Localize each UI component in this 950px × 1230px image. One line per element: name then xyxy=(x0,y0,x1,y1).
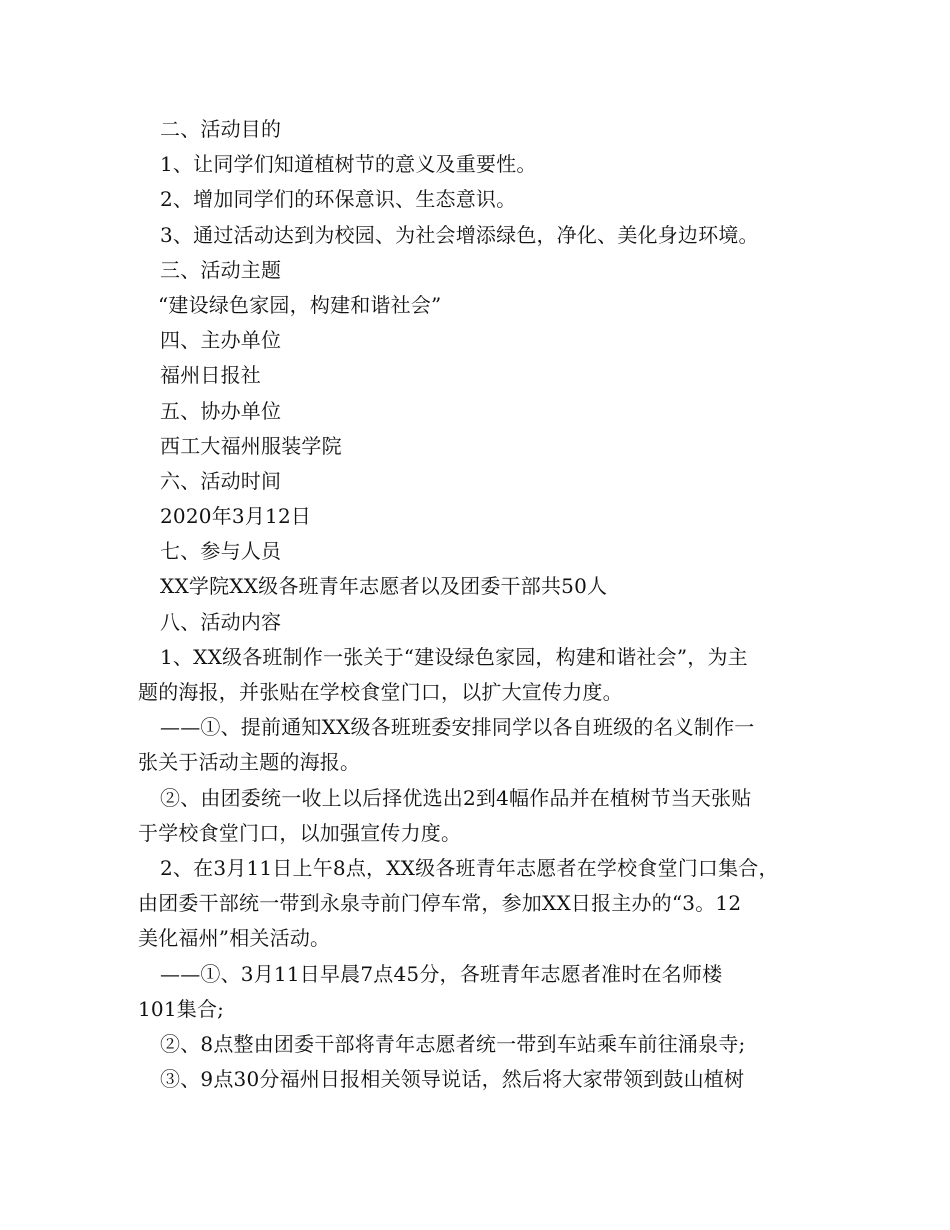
time-text: 2020年3月12日 xyxy=(160,504,312,529)
section-heading-organizer: 四、主办单位 xyxy=(160,328,282,353)
section-heading-time: 六、活动时间 xyxy=(160,468,282,493)
content-paragraph-line: ③、9点30分福州日报相关领导说话，然后将大家带领到鼓山植树 xyxy=(160,1067,745,1092)
section-heading-participants: 七、参与人员 xyxy=(160,539,282,564)
content-paragraph-line: ——①、提前通知XX级各班班委安排同学以各自班级的名义制作一 xyxy=(160,715,755,740)
co-organizer-text: 西工大福州服装学院 xyxy=(160,433,342,458)
participants-text: XX学院XX级各班青年志愿者以及团委干部共50人 xyxy=(160,574,608,599)
content-paragraph-line: 美化福州”相关活动。 xyxy=(138,926,331,951)
content-paragraph-line: 2、在3月11日上午8点，XX级各班青年志愿者在学校食堂门口集合， xyxy=(160,855,779,880)
document-body xyxy=(138,112,828,1097)
content-paragraph-line: 于学校食堂门口，以加强宣传力度。 xyxy=(138,820,462,845)
content-paragraph-line: 由团委干部统一带到永泉寺前门停车常，参加XX日报主办的“3。12 xyxy=(138,891,742,916)
section-heading-co-organizer: 五、协办单位 xyxy=(160,398,282,423)
content-paragraph-line: ②、8点整由团委干部将青年志愿者统一带到车站乘车前往涌泉寺; xyxy=(160,1031,746,1056)
content-paragraph-line: 1、XX级各班制作一张关于“建设绿色家园，构建和谐社会”，为主 xyxy=(160,644,748,669)
content-paragraph-line: 张关于活动主题的海报。 xyxy=(138,750,361,775)
content-paragraph-line: ②、由团委统一收上以后择优选出2到4幅作品并在植树节当天张贴 xyxy=(160,785,752,810)
content-paragraph-line: 题的海报，并张贴在学校食堂门口，以扩大宣传力度。 xyxy=(138,680,623,704)
purpose-item-1: 1、让同学们知道植树节的意义及重要性。 xyxy=(160,152,537,177)
section-heading-content: 八、活动内容 xyxy=(160,609,282,634)
section-heading-purpose: 二、活动目的 xyxy=(160,117,282,141)
content-paragraph-line: 101集合; xyxy=(138,996,225,1021)
section-heading-theme: 三、活动主题 xyxy=(160,257,282,282)
purpose-item-3: 3、通过活动达到为校园、为社会增添绿色，净化、美化身边环境。 xyxy=(160,222,759,247)
theme-text: “建设绿色家园，构建和谐社会” xyxy=(158,292,442,317)
purpose-item-2: 2、增加同学们的环保意识、生态意识。 xyxy=(160,187,517,212)
content-paragraph-line: ——①、3月11日早晨7点45分，各班青年志愿者准时在名师楼 xyxy=(160,961,723,986)
organizer-text: 福州日报社 xyxy=(160,363,261,388)
